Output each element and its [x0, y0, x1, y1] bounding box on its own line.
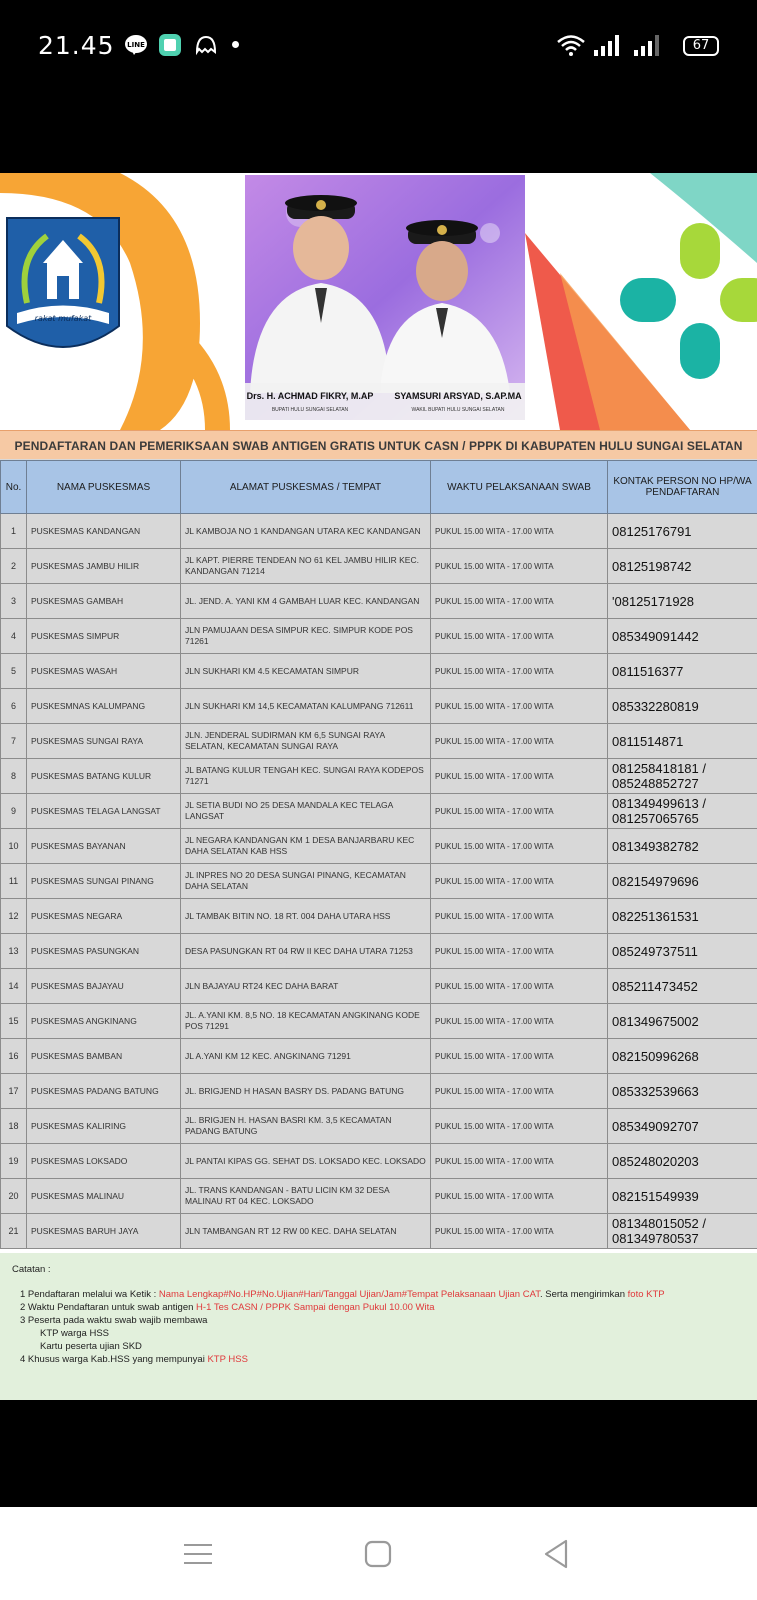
puskesmas-address: JL. JEND. A. YANI KM 4 GAMBAH LUAR KEC. KANDANGAN — [181, 584, 431, 619]
contact-phone: 081349499613 / 081257065765 — [608, 794, 757, 829]
table-row — [1, 1004, 757, 1039]
contact-phone: 085332539663 — [608, 1074, 757, 1109]
row-number: 16 — [1, 1039, 27, 1074]
table-row — [1, 689, 757, 724]
puskesmas-name: PUSKESMAS BAYANAN — [27, 829, 181, 864]
puskesmas-name: PUSKESMAS LOKSADO — [27, 1144, 181, 1179]
row-number: 6 — [1, 689, 27, 724]
puskesmas-name: PUSKESMAS BATANG KULUR — [27, 759, 181, 794]
swab-time: PUKUL 15.00 WITA - 17.00 WITA — [431, 864, 608, 899]
puskesmas-address: JL. TRANS KANDANGAN - BATU LICIN KM 32 DESA MALINAU RT 04 KEC. LOKSADO — [181, 1179, 431, 1214]
note-2 — [20, 1301, 745, 1314]
table-row — [1, 724, 757, 759]
note-1-text-b: . Serta mengirimkan — [539, 1289, 628, 1300]
puskesmas-address: JL BATANG KULUR TENGAH KEC. SUNGAI RAYA KODEPOS 71271 — [181, 759, 431, 794]
note-2-deadline: H-1 Tes CASN / PPPK Sampai dengan Pukul 10.00 Wita — [196, 1302, 435, 1313]
row-number: 9 — [1, 794, 27, 829]
puskesmas-address: JLN TAMBANGAN RT 12 RW 00 KEC. DAHA SELATAN — [181, 1214, 431, 1249]
puskesmas-name: PUSKESMAS SUNGAI PINANG — [27, 864, 181, 899]
contact-phone: 081348015052 / 081349780537 — [608, 1214, 757, 1249]
person-left-name: Drs. H. ACHMAD FIKRY, M.AP — [246, 391, 374, 401]
row-number: 20 — [1, 1179, 27, 1214]
note-1-ktp: foto KTP — [627, 1289, 665, 1300]
puskesmas-name: PUSKESMAS SUNGAI RAYA — [27, 724, 181, 759]
row-number: 18 — [1, 1109, 27, 1144]
battery-icon: 67 — [683, 36, 719, 56]
puskesmas-name: PUSKESMAS PADANG BATUNG — [27, 1074, 181, 1109]
puskesmas-name: PUSKESMAS BAJAYAU — [27, 969, 181, 1004]
swab-time: PUKUL 15.00 WITA - 17.00 WITA — [431, 584, 608, 619]
status-time: 21.45 — [38, 31, 115, 60]
note-4 — [20, 1353, 745, 1366]
signal-icon — [592, 34, 622, 56]
row-number: 17 — [1, 1074, 27, 1109]
puskesmas-name: PUSKESMAS PASUNGKAN — [27, 934, 181, 969]
row-number: 19 — [1, 1144, 27, 1179]
puskesmas-address: JL TAMBAK BITIN NO. 18 RT. 004 DAHA UTARA HSS — [181, 899, 431, 934]
puskesmas-name: PUSKESMAS GAMBAH — [27, 584, 181, 619]
puskesmas-address: JL PANTAI KIPAS GG. SEHAT DS. LOKSADO KEC. LOKSADO — [181, 1144, 431, 1179]
puskesmas-name: PUSKESMAS JAMBU HILIR — [27, 549, 181, 584]
swab-time: PUKUL 15.00 WITA - 17.00 WITA — [431, 759, 608, 794]
schedule-table — [0, 460, 757, 1249]
person-left-role: BUPATI HULU SUNGAI SELATAN — [271, 407, 349, 413]
logo-text: rakat mufakat — [34, 314, 92, 323]
table-row — [1, 759, 757, 794]
swab-time: PUKUL 15.00 WITA - 17.00 WITA — [431, 724, 608, 759]
table-row — [1, 794, 757, 829]
puskesmas-address: JL KAPT. PIERRE TENDEAN NO 61 KEL JAMBU HILIR KEC. KANDANGAN 71214 — [181, 549, 431, 584]
puskesmas-name: PUSKESMAS SIMPUR — [27, 619, 181, 654]
puskesmas-address: JLN. JENDERAL SUDIRMAN KM 6,5 SUNGAI RAYA SELATAN, KECAMATAN SUNGAI RAYA — [181, 724, 431, 759]
puskesmas-address: JLN SUKHARI KM 14,5 KECAMATAN KALUMPANG 712611 — [181, 689, 431, 724]
table-row — [1, 549, 757, 584]
line-icon — [124, 34, 148, 56]
contact-phone: 085248020203 — [608, 1144, 757, 1179]
swab-time: PUKUL 15.00 WITA - 17.00 WITA — [431, 1074, 608, 1109]
svg-text:LINE: LINE — [127, 41, 145, 49]
swab-time: PUKUL 15.00 WITA - 17.00 WITA — [431, 1004, 608, 1039]
contact-phone: '08125171928 — [608, 584, 757, 619]
signal-icon — [632, 34, 662, 56]
puskesmas-name: PUSKESMAS BARUH JAYA — [27, 1214, 181, 1249]
navigation-bar — [0, 1507, 757, 1600]
swab-time: PUKUL 15.00 WITA - 17.00 WITA — [431, 1179, 608, 1214]
contact-phone: 081349675002 — [608, 1004, 757, 1039]
contact-phone: 085211473452 — [608, 969, 757, 1004]
note-4-ktp: KTP HSS — [207, 1354, 248, 1365]
menu-icon[interactable] — [178, 1537, 218, 1571]
puskesmas-address: JLN PAMUJAAN DESA SIMPUR KEC. SIMPUR KODE POS 71261 — [181, 619, 431, 654]
banner — [0, 173, 757, 430]
row-number: 3 — [1, 584, 27, 619]
ghost-icon — [194, 34, 218, 56]
contact-phone: 082154979696 — [608, 864, 757, 899]
table-row — [1, 1214, 757, 1249]
contact-phone: 082151549939 — [608, 1179, 757, 1214]
puskesmas-name: PUSKESMAS KALIRING — [27, 1109, 181, 1144]
app-icon — [158, 34, 182, 56]
poster-title: PENDAFTARAN DAN PEMERIKSAAN SWAB ANTIGEN GRATIS UNTUK CASN / PPPK DI KABUPATEN HULU SUNGAI SELATAN — [14, 439, 743, 453]
note-1 — [20, 1288, 745, 1301]
contact-phone: 085332280819 — [608, 689, 757, 724]
note-4-text: 4 Khusus warga Kab.HSS yang mempunyai — [20, 1354, 208, 1365]
note-3: 3 Peserta pada waktu swab wajib membawa — [20, 1315, 208, 1326]
table-row — [1, 899, 757, 934]
table-row — [1, 934, 757, 969]
swab-time: PUKUL 15.00 WITA - 17.00 WITA — [431, 514, 608, 549]
table-row — [1, 514, 757, 549]
table-row — [1, 864, 757, 899]
puskesmas-name: PUSKESMAS MALINAU — [27, 1179, 181, 1214]
contact-phone: 082251361531 — [608, 899, 757, 934]
puskesmas-name: PUSKESMNAS KALUMPANG — [27, 689, 181, 724]
banner-graphic — [0, 173, 757, 430]
table-row — [1, 969, 757, 1004]
person-right-role: WAKIL BUPATI HULU SUNGAI SELATAN — [411, 407, 505, 413]
swab-time: PUKUL 15.00 WITA - 17.00 WITA — [431, 899, 608, 934]
poster-image[interactable] — [0, 173, 757, 1400]
swab-time: PUKUL 15.00 WITA - 17.00 WITA — [431, 1214, 608, 1249]
table-row — [1, 1039, 757, 1074]
contact-phone: 085349091442 — [608, 619, 757, 654]
note-1-format: Nama Lengkap#No.HP#No.Ujian#Hari/Tanggal Ujian/Jam#Tempat Pelaksanaan Ujian CAT — [158, 1289, 540, 1300]
table-row — [1, 1109, 757, 1144]
puskesmas-name: PUSKESMAS WASAH — [27, 654, 181, 689]
row-number: 8 — [1, 759, 27, 794]
table-row — [1, 619, 757, 654]
swab-time: PUKUL 15.00 WITA - 17.00 WITA — [431, 829, 608, 864]
back-icon[interactable] — [538, 1537, 578, 1571]
puskesmas-address: JLN BAJAYAU RT24 KEC DAHA BARAT — [181, 969, 431, 1004]
row-number: 11 — [1, 864, 27, 899]
contact-phone: 082150996268 — [608, 1039, 757, 1074]
table-row — [1, 654, 757, 689]
puskesmas-address: JL. A.YANI KM. 8,5 NO. 18 KECAMATAN ANGKINANG KODE POS 71291 — [181, 1004, 431, 1039]
table-row — [1, 584, 757, 619]
note-1-text: 1 Pendaftaran melalui wa Ketik : — [20, 1289, 159, 1300]
row-number: 1 — [1, 514, 27, 549]
header-no: No. — [1, 461, 27, 514]
poster-title-strip — [0, 430, 757, 460]
swab-time: PUKUL 15.00 WITA - 17.00 WITA — [431, 619, 608, 654]
row-number: 13 — [1, 934, 27, 969]
puskesmas-address: JL. BRIGJEND H HASAN BASRY DS. PADANG BATUNG — [181, 1074, 431, 1109]
header-contact: KONTAK PERSON NO HP/WA PENDAFTARAN — [608, 461, 757, 514]
contact-phone: 081349382782 — [608, 829, 757, 864]
table-body — [1, 514, 757, 1249]
table-row — [1, 829, 757, 864]
table-row — [1, 1144, 757, 1179]
row-number: 14 — [1, 969, 27, 1004]
header-time: WAKTU PELAKSANAAN SWAB — [431, 461, 608, 514]
swab-time: PUKUL 15.00 WITA - 17.00 WITA — [431, 654, 608, 689]
contact-phone: 081258418181 / 085248852727 — [608, 759, 757, 794]
note-2-text: 2 Waktu Pendaftaran untuk swab antigen — [20, 1302, 197, 1313]
puskesmas-address: JLN SUKHARI KM 4.5 KECAMATAN SIMPUR — [181, 654, 431, 689]
notification-dot — [232, 41, 239, 48]
contact-phone: 0811514871 — [608, 724, 757, 759]
puskesmas-address: JL A.YANI KM 12 KEC. ANGKINANG 71291 — [181, 1039, 431, 1074]
puskesmas-name: PUSKESMAS ANGKINANG — [27, 1004, 181, 1039]
row-number: 10 — [1, 829, 27, 864]
swab-time: PUKUL 15.00 WITA - 17.00 WITA — [431, 549, 608, 584]
row-number: 7 — [1, 724, 27, 759]
notes-section — [0, 1253, 757, 1400]
puskesmas-address: JL SETIA BUDI NO 25 DESA MANDALA KEC TELAGA LANGSAT — [181, 794, 431, 829]
table-row — [1, 1179, 757, 1214]
row-number: 12 — [1, 899, 27, 934]
home-icon[interactable] — [358, 1537, 398, 1571]
wifi-icon — [556, 34, 586, 56]
status-bar — [0, 0, 757, 92]
contact-phone: 085249737511 — [608, 934, 757, 969]
row-number: 5 — [1, 654, 27, 689]
row-number: 21 — [1, 1214, 27, 1249]
puskesmas-address: JL NEGARA KANDANGAN KM 1 DESA BANJARBARU KEC DAHA SELATAN KAB HSS — [181, 829, 431, 864]
row-number: 4 — [1, 619, 27, 654]
header-name: NAMA PUSKESMAS — [27, 461, 181, 514]
notes-heading: Catatan : — [12, 1264, 51, 1275]
swab-time: PUKUL 15.00 WITA - 17.00 WITA — [431, 969, 608, 1004]
person-right-name: SYAMSURI ARSYAD, S.AP.MA — [394, 391, 522, 401]
swab-time: PUKUL 15.00 WITA - 17.00 WITA — [431, 934, 608, 969]
puskesmas-name: PUSKESMAS TELAGA LANGSAT — [27, 794, 181, 829]
contact-phone: 08125176791 — [608, 514, 757, 549]
puskesmas-address: DESA PASUNGKAN RT 04 RW II KEC DAHA UTARA 71253 — [181, 934, 431, 969]
puskesmas-name: PUSKESMAS BAMBAN — [27, 1039, 181, 1074]
swab-time: PUKUL 15.00 WITA - 17.00 WITA — [431, 1039, 608, 1074]
table-header-row — [1, 461, 757, 514]
puskesmas-name: PUSKESMAS NEGARA — [27, 899, 181, 934]
puskesmas-name: PUSKESMAS KANDANGAN — [27, 514, 181, 549]
note-3-item-1: KTP warga HSS — [40, 1328, 109, 1339]
row-number: 15 — [1, 1004, 27, 1039]
contact-phone: 085349092707 — [608, 1109, 757, 1144]
table-row — [1, 1074, 757, 1109]
swab-time: PUKUL 15.00 WITA - 17.00 WITA — [431, 1144, 608, 1179]
puskesmas-address: JL. BRIGJEN H. HASAN BASRI KM. 3,5 KECAMATAN PADANG BATUNG — [181, 1109, 431, 1144]
puskesmas-address: JL KAMBOJA NO 1 KANDANGAN UTARA KEC KANDANGAN — [181, 514, 431, 549]
puskesmas-address: JL INPRES NO 20 DESA SUNGAI PINANG, KECAMATAN DAHA SELATAN — [181, 864, 431, 899]
contact-phone: 0811516377 — [608, 654, 757, 689]
swab-time: PUKUL 15.00 WITA - 17.00 WITA — [431, 794, 608, 829]
swab-time: PUKUL 15.00 WITA - 17.00 WITA — [431, 1109, 608, 1144]
row-number: 2 — [1, 549, 27, 584]
header-address: ALAMAT PUSKESMAS / TEMPAT — [181, 461, 431, 514]
swab-time: PUKUL 15.00 WITA - 17.00 WITA — [431, 689, 608, 724]
contact-phone: 08125198742 — [608, 549, 757, 584]
note-3-item-2: Kartu peserta ujian SKD — [40, 1341, 142, 1352]
